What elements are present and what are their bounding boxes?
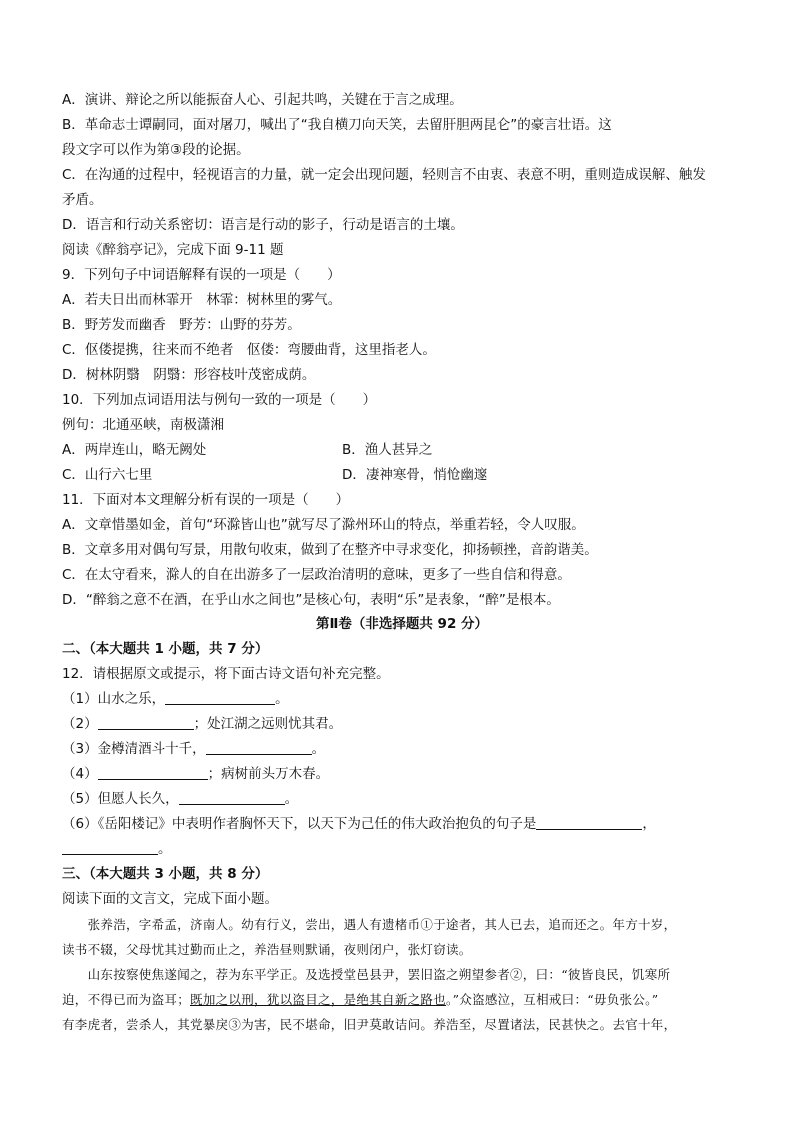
answer-blank-6a[interactable] [536,815,642,830]
answer-blank-3[interactable] [206,740,312,755]
q11-option-d: D．“醉翁之意不在酒，在乎山水之间也”是核心句，表明“乐”是表象，“醉”是根本。 [62,592,560,608]
q12-item-6-text: （6）《岳阳楼记》中表明作者胸怀天下，以天下为己任的伟大政治抱负的句子是 [62,816,537,832]
q12-item-3 [62,739,742,759]
q12-item-6-end: 。 [158,841,172,857]
q11-option-b: B．文章多用对偶句写景，用散句收束，做到了在整齐中寻求变化，抑扬顿挫，音韵谐美。 [62,542,598,558]
q8-option-d: D．语言和行动关系密切：语言是行动的影子，行动是语言的土壤。 [62,217,464,233]
q10-option-b: B．渔人甚异之 [342,442,433,458]
classical-text-p1-line1: 张养浩，字希孟，济南人。幼有行义，尝出，遇人有遗楮币①于途者，其人已去，追而还之。年方十岁， [62,917,677,932]
q10-option-c: C．山行六七里 [62,467,153,483]
q11-option-c: C．在太守看来，滁人的自在出游多了一层政治清明的意味，更多了一些自信和得意。 [62,567,571,583]
q12-item-4 [62,764,742,784]
reading-intro: 阅读《醉翁亭记》，完成下面 9-11 题 [62,242,284,258]
classical-text-p2-line2-end: 。”众盗感泣，互相戒曰：“毋负张公。” [446,992,659,1007]
q12-stem: 12．请根据原文或提示，将下面古诗文语句补充完整。 [62,666,390,682]
q12-item-5-text: （5）但愿人长久， [62,791,179,807]
q9-stem: 9．下列句子中词语解释有误的一项是（ ） [62,267,341,283]
q8-option-a: A．演讲、辩论之所以能振奋人心、引起共鸣，关键在于言之成理。 [62,92,463,108]
q12-item-6 [62,814,742,834]
q12-item-5 [62,789,742,809]
classical-text-p1-line2: 读书不辍，父母忧其过勤而止之，养浩昼则默诵，夜则闭户，张灯窃读。 [62,942,472,957]
q8-option-c: C．在沟通的过程中，轻视语言的力量，就一定会出现问题，轻则言不由衷、表意不明，重则造成误解、触发 [62,167,706,183]
q12-item-5-end: 。 [284,791,299,807]
answer-blank-1[interactable] [165,690,275,705]
q10-example: 例句：北通巫峡，南极潇湘 [62,417,224,433]
answer-blank-6b[interactable] [62,840,158,855]
classical-text-p2-line2-start: 迫，不得已而为盗耳； [62,992,191,1007]
q10-stem: 10．下列加点词语用法与例句一致的一项是（ ） [62,392,377,408]
q8-option-c-cont: 矛盾。 [62,192,103,208]
q12-item-1-text: （1）山水之乐， [62,691,166,707]
q12-item-4-text: ；病树前头万木春。 [207,766,330,782]
section3-heading: 三、（本大题共 3 小题，共 8 分） [62,866,269,882]
q8-option-b: B．革命志士谭嗣同，面对屠刀，喊出了“我自横刀向天笑，去留肝胆两昆仑”的豪言壮语。这 [62,117,612,133]
q12-item-6-comma: ， [642,816,656,832]
section3-intro: 阅读下面的文言文，完成下面小题。 [62,891,278,907]
answer-blank-2[interactable] [98,715,194,730]
q11-option-a: A．文章惜墨如金，首句“环滁皆山也”就写尽了滁州环山的特点，举重若轻，令人叹服。 [62,517,585,533]
q10-option-d: D．凄神寒骨，悄怆幽邃 [342,467,488,483]
q12-item-3-end: 。 [311,741,326,757]
q9-option-a: A．若夫日出而林霏开 林霏：树林里的雾气。 [62,292,342,308]
classical-text-p2-line3: 有李虎者，尝杀人，其党暴戾③为害，民不堪命，旧尹莫敢诘问。养浩至，尽置诸法，民甚快之。去官十年， [62,1017,677,1032]
q12-item-3-text: （3）金樽清酒斗十千， [62,741,206,757]
q12-item-6-cont [62,839,742,859]
q10-option-a: A．两岸连山，略无阙处 [62,442,207,458]
q9-option-b: B．野芳发而幽香 野芳：山野的芬芳。 [62,317,301,333]
part2-title: 第Ⅱ卷（非选择题共 92 分） [315,616,489,632]
q10-row-cd [62,465,742,485]
classical-text-p2-line2 [62,989,742,1010]
underlined-sentence: 既加之以刑，犹以盗目之，是绝其自新之路也 [190,992,447,1007]
answer-blank-5[interactable] [179,790,285,805]
q12-item-2-num: （2） [62,716,98,732]
q11-stem: 11．下面对本文理解分析有误的一项是（ ） [62,492,350,508]
q12-item-1-end: 。 [275,691,289,707]
q9-option-c: C．伛偻提携，往来而不绝者 伛偻：弯腰曲背，这里指老人。 [62,342,436,358]
classical-text-p2-line1: 山东按察使焦遂闻之，荐为东平学正。及选授堂邑县尹，罢旧盗之朔望参者②，曰：“彼皆良民，饥寒所 [62,967,671,982]
answer-blank-4[interactable] [98,765,208,780]
q9-option-d: D．树林阴翳 阴翳：形容枝叶茂密成荫。 [62,367,316,383]
q8-option-b-cont: 段文字可以作为第③段的论据。 [62,142,250,158]
q12-item-1 [62,689,742,709]
q12-item-2-text: ；处江湖之远则忧其君。 [193,716,343,732]
q10-row-ab [62,440,742,460]
q12-item-4-num: （4） [62,766,98,782]
q12-item-2 [62,714,742,734]
section2-heading: 二、（本大题共 1 小题，共 7 分） [62,641,269,657]
